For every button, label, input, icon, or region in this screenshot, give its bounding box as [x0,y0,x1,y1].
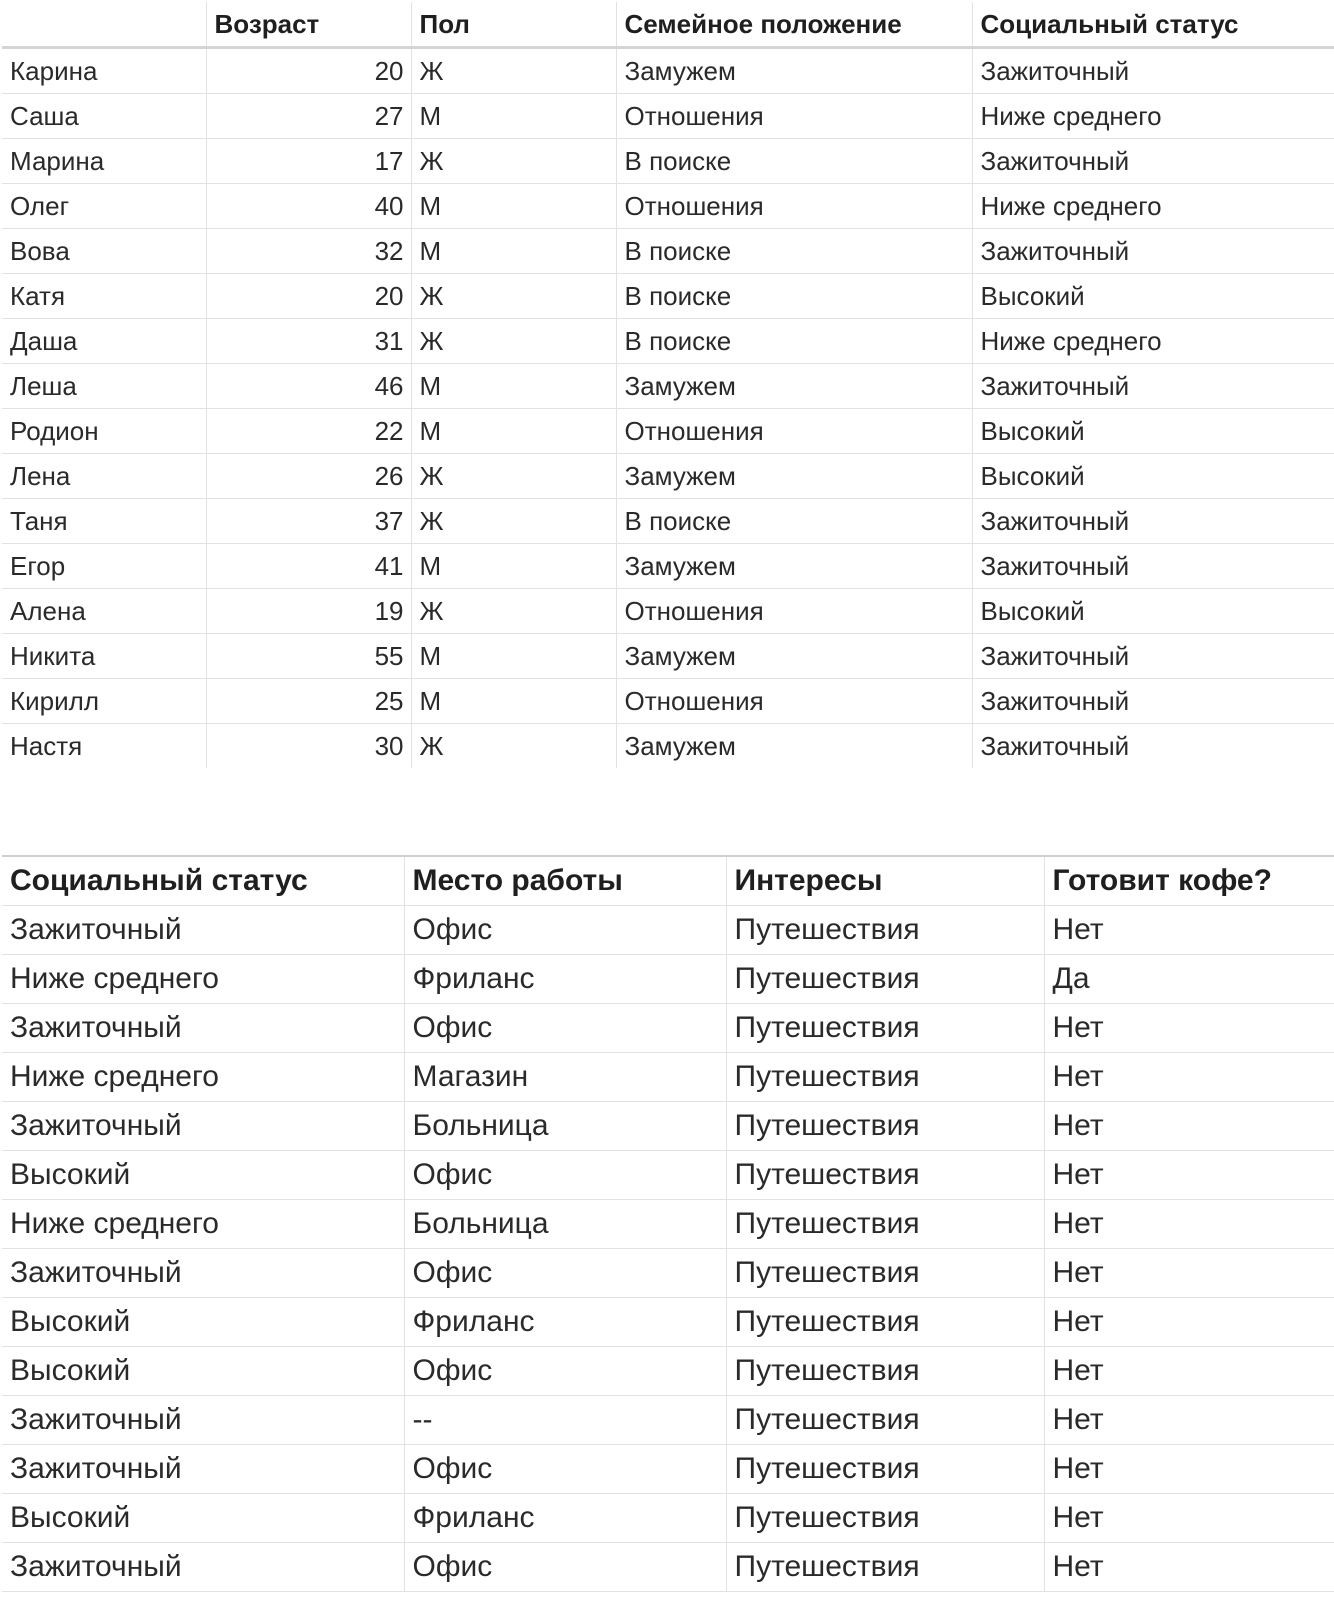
makes-coffee-cell: Нет [1044,1249,1334,1298]
marital-status-cell: Отношения [616,679,972,724]
workplace-cell: Офис [404,1445,726,1494]
social-status-cell: Высокий [972,454,1334,499]
table-row [2,1543,1334,1592]
table-row [2,139,1334,184]
social-status-cell: Высокий [2,1347,404,1396]
age-cell: 37 [206,499,411,544]
gender-cell: Ж [411,274,616,319]
makes-coffee-cell: Нет [1044,1543,1334,1592]
marital-status-cell: В поиске [616,319,972,364]
social-status-cell: Зажиточный [972,229,1334,274]
age-cell: 25 [206,679,411,724]
workplace-cell: Офис [404,1347,726,1396]
name-cell: Марина [2,139,206,184]
marital-status-cell: Замужем [616,364,972,409]
table-row [2,1102,1334,1151]
makes-coffee-cell: Нет [1044,1151,1334,1200]
marital-status-cell: Замужем [616,724,972,769]
age-cell: 32 [206,229,411,274]
name-cell: Настя [2,724,206,769]
social-status-cell: Высокий [972,274,1334,319]
interests-cell: Путешествия [726,1445,1044,1494]
interests-cell: Путешествия [726,1102,1044,1151]
gender-cell: Ж [411,454,616,499]
people-table [2,2,1334,768]
header-cell-gender: Пол [411,2,616,48]
name-cell: Олег [2,184,206,229]
social-status-cell: Зажиточный [2,906,404,955]
gender-cell: М [411,184,616,229]
age-cell: 19 [206,589,411,634]
table-row [2,274,1334,319]
makes-coffee-cell: Нет [1044,1004,1334,1053]
workplace-cell: Офис [404,906,726,955]
workplace-cell: Фриланс [404,1298,726,1347]
table-row [2,364,1334,409]
age-cell: 46 [206,364,411,409]
workplace-cell: Офис [404,1151,726,1200]
table-row [2,906,1334,955]
makes-coffee-cell: Нет [1044,1396,1334,1445]
social-status-cell: Зажиточный [2,1102,404,1151]
name-cell: Лена [2,454,206,499]
marital-status-cell: В поиске [616,139,972,184]
social-status-cell: Высокий [2,1494,404,1543]
social-status-cell: Зажиточный [972,634,1334,679]
gender-cell: Ж [411,724,616,769]
social-status-cell: Ниже среднего [2,955,404,1004]
social-status-cell: Ниже среднего [2,1200,404,1249]
table-row [2,1249,1334,1298]
table-row [2,589,1334,634]
social-status-cell: Зажиточный [2,1004,404,1053]
age-cell: 31 [206,319,411,364]
social-status-cell: Зажиточный [2,1396,404,1445]
header-cell-interests: Интересы [726,856,1044,906]
name-cell: Даша [2,319,206,364]
header-cell-name [2,2,206,48]
makes-coffee-cell: Нет [1044,1445,1334,1494]
table-row [2,1396,1334,1445]
gender-cell: М [411,94,616,139]
name-cell: Леша [2,364,206,409]
status-table [2,855,1334,1592]
name-cell: Таня [2,499,206,544]
name-cell: Катя [2,274,206,319]
name-cell: Никита [2,634,206,679]
marital-status-cell: Отношения [616,94,972,139]
gender-cell: Ж [411,589,616,634]
social-status-cell: Зажиточный [2,1445,404,1494]
social-status-cell: Зажиточный [980,730,1130,761]
age-cell: 27 [206,94,411,139]
makes-coffee-cell: Нет [1044,1053,1334,1102]
social-status-cell: Зажиточный [2,1249,404,1298]
social-status-cell: Ниже среднего [972,319,1334,364]
table-row [2,1445,1334,1494]
table-row [2,955,1334,1004]
gender-cell: М [411,679,616,724]
age-cell: 26 [206,454,411,499]
interests-cell: Путешествия [726,1249,1044,1298]
table-row [2,229,1334,274]
interests-cell: Путешествия [726,1494,1044,1543]
social-status-cell: Зажиточный [972,364,1334,409]
workplace-cell: Офис [404,1249,726,1298]
gender-cell: М [411,364,616,409]
makes-coffee-cell: Нет [1044,906,1334,955]
status-table-header-row [2,856,1334,906]
table-row [2,184,1334,229]
marital-status-cell: Замужем [616,634,972,679]
header-cell-social-status: Социальный статус [2,856,404,906]
name-cell: Родион [2,409,206,454]
age-cell: 55 [206,634,411,679]
gender-cell: Ж [411,48,616,94]
interests-cell: Путешествия [726,1004,1044,1053]
name-cell: Егор [2,544,206,589]
gender-cell: Ж [411,499,616,544]
social-status-cell: Зажиточный [972,48,1334,94]
makes-coffee-cell: Нет [1044,1347,1334,1396]
table-row [2,634,1334,679]
table-row [2,1004,1334,1053]
marital-status-cell: В поиске [616,274,972,319]
table-row [2,1200,1334,1249]
name-cell: Кирилл [2,679,206,724]
table-row [2,679,1334,724]
name-cell: Карина [2,48,206,94]
social-status-cell: Ниже среднего [2,1053,404,1102]
interests-cell: Путешествия [726,1396,1044,1445]
age-cell: 17 [206,139,411,184]
interests-cell: Путешествия [726,955,1044,1004]
makes-coffee-cell: Нет [1044,1298,1334,1347]
gender-cell: Ж [411,139,616,184]
age-cell: 20 [206,274,411,319]
interests-cell: Путешествия [726,1347,1044,1396]
workplace-cell: Фриланс [404,955,726,1004]
table-row [2,724,1334,769]
social-status-cell: Ниже среднего [972,94,1334,139]
makes-coffee-cell: Нет [1044,1102,1334,1151]
header-cell-workplace: Место работы [404,856,726,906]
header-cell-social-status: Социальный статус [972,2,1334,48]
makes-coffee-cell: Да [1044,955,1334,1004]
social-status-cell: Высокий [2,1298,404,1347]
workplace-cell: Магазин [404,1053,726,1102]
interests-cell: Путешествия [726,1298,1044,1347]
makes-coffee-cell: Нет [1044,1494,1334,1543]
marital-status-cell: Замужем [616,48,972,94]
workplace-cell: Фриланс [404,1494,726,1543]
age-cell: 22 [206,409,411,454]
gender-cell: М [411,634,616,679]
table-row [2,94,1334,139]
interests-cell: Путешествия [726,1151,1044,1200]
name-cell: Саша [2,94,206,139]
workplace-cell: Больница [404,1200,726,1249]
social-status-cell: Зажиточный [972,679,1334,724]
name-cell: Вова [2,229,206,274]
table-row [2,1298,1334,1347]
social-status-cell: Высокий [2,1151,404,1200]
marital-status-cell: Отношения [616,589,972,634]
table-row [2,409,1334,454]
marital-status-cell: В поиске [616,499,972,544]
gender-cell: Ж [411,319,616,364]
header-cell-marital-status: Семейное положение [616,2,972,48]
interests-cell: Путешествия [726,1053,1044,1102]
table-row [2,48,1334,94]
table-row [2,1494,1334,1543]
age-cell: 41 [206,544,411,589]
age-cell: 30 [206,724,411,769]
social-status-cell: Высокий [972,409,1334,454]
marital-status-cell: Отношения [616,409,972,454]
age-cell: 40 [206,184,411,229]
social-status-cell: Зажиточный [972,139,1334,184]
interests-cell: Путешествия [726,1543,1044,1592]
table-row [2,454,1334,499]
social-status-cell: Зажиточный [2,1543,404,1592]
marital-status-cell: В поиске [616,229,972,274]
workplace-cell: -- [404,1396,726,1445]
gender-cell: М [411,229,616,274]
people-table-header-row [2,2,1334,48]
marital-status-cell: Замужем [616,454,972,499]
workplace-cell: Офис [404,1004,726,1053]
gender-cell: М [411,544,616,589]
table-row [2,499,1334,544]
header-cell-makes-coffee: Готовит кофе? [1044,856,1334,906]
table-row [2,1053,1334,1102]
workplace-cell: Больница [404,1102,726,1151]
marital-status-cell: Замужем [616,544,972,589]
interests-cell: Путешествия [726,1200,1044,1249]
table-row [2,1151,1334,1200]
interests-cell: Путешествия [726,906,1044,955]
marital-status-cell: Отношения [616,184,972,229]
table-row [2,1347,1334,1396]
table-row [2,544,1334,589]
makes-coffee-cell: Нет [1044,1200,1334,1249]
workplace-cell: Офис [404,1543,726,1592]
social-status-cell: Высокий [972,589,1334,634]
social-status-cell: Зажиточный [972,499,1334,544]
social-status-cell: Ниже среднего [972,184,1334,229]
name-cell: Алена [2,589,206,634]
table-row [2,319,1334,364]
age-cell: 20 [206,48,411,94]
header-cell-age: Возраст [206,2,411,48]
gender-cell: М [411,409,616,454]
social-status-cell: Зажиточный [972,544,1334,589]
